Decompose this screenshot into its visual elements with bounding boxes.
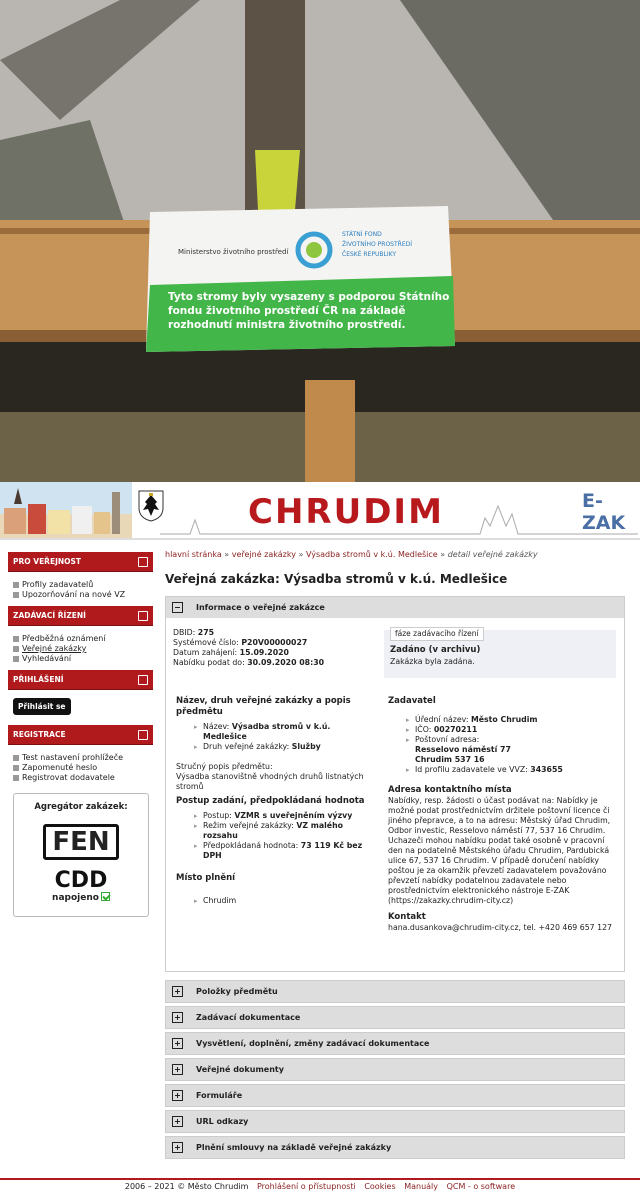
sidebar-login-header xyxy=(8,670,153,690)
sysnum-value: P20V00000027 xyxy=(241,638,308,647)
accordion-clarifications[interactable] xyxy=(165,1032,625,1055)
contact-address-text: Nabídky, resp. žádosti o účast podávat na: Nabídky je možné podat prostřednictvím držitele poštovní licence či jiného přepravce, a to na adresu: Městský úřad Chrudim, Odbor investic, Resselovo náměstí 77, 537 16 Chrudim. Uchazeči mohou nabídku podat také osobně v pracovní den na podatelně Městského úřadu Chrudim, Pardubická ulice 67, 537 16 Chrudim. V případě doručení nabídky poštou je za okamžik převzetí zadavatelem považováno převzetí nabídky podatelnou zadavatele nebo prostřednictvím elektronického nástroje E-ZAK (https://zakazky.chrudim-city.cz) xyxy=(388,796,611,905)
deadline-value: 30.09.2020 08:30 xyxy=(247,658,325,667)
list-item xyxy=(203,722,376,742)
profile-id-value: 343655 xyxy=(530,765,563,774)
contact-title: Kontakt xyxy=(388,912,426,922)
accordion-header[interactable] xyxy=(166,1059,624,1080)
name-label: Název: xyxy=(203,722,230,731)
expand-icon[interactable] xyxy=(172,986,183,997)
page-title: Veřejná zakázka: Výsadba stromů v k.ú. Medlešice xyxy=(165,572,508,586)
accordion-contract-fulfilment[interactable] xyxy=(165,1136,625,1159)
ico-label: IČO: xyxy=(415,725,432,734)
sidebar-item-label[interactable]: Předběžná oznámení xyxy=(22,634,106,643)
list-item xyxy=(415,715,616,725)
phase-description: Zakázka byla zadána. xyxy=(390,657,475,666)
postal-label: Poštovní adresa: xyxy=(415,735,480,744)
breadcrumb xyxy=(165,548,625,562)
accordion-label: Vysvětlení, doplnění, změny zadávací dokumentace xyxy=(196,1039,430,1048)
info-panel-header[interactable] xyxy=(166,597,624,618)
sidebar-item-preliminary[interactable] xyxy=(13,634,153,644)
public-section-icon xyxy=(138,557,148,567)
footer-accessibility-link[interactable]: Prohlášení o přístupnosti xyxy=(256,1182,356,1191)
cdd-logo[interactable]: CDD xyxy=(54,868,108,893)
accordion-header[interactable] xyxy=(166,1007,624,1028)
town-illustration xyxy=(0,482,132,538)
place-section-title: Místo plnění xyxy=(176,873,236,883)
fen-logo-text: FEN xyxy=(52,827,110,857)
accordion-header[interactable] xyxy=(166,1137,624,1158)
ezak-logo[interactable]: E-ZAK xyxy=(582,490,626,534)
procedure-value: VZMR s uveřejněním výzvy xyxy=(234,811,353,820)
footer-cookies-link[interactable]: Cookies xyxy=(364,1182,396,1191)
sidebar xyxy=(8,552,153,917)
sidebar-registration-list xyxy=(8,745,153,789)
name-list xyxy=(176,722,376,752)
left-column xyxy=(176,696,376,906)
sidebar-item-label[interactable]: Profily zadavatelů xyxy=(22,580,94,589)
footer-qcm-link[interactable]: QCM - o software xyxy=(446,1182,516,1191)
expand-icon[interactable] xyxy=(172,1142,183,1153)
breadcrumb-sep: » xyxy=(440,550,446,559)
right-column xyxy=(388,696,616,933)
place-list xyxy=(176,896,376,906)
accordion-label: Položky předmětu xyxy=(196,987,278,996)
postal-line-1: Resselovo náměstí 77 xyxy=(415,745,511,754)
aggregator-box xyxy=(13,793,149,917)
sidebar-item-register-supplier[interactable] xyxy=(13,773,153,783)
contracting-section-title: Zadavatel xyxy=(388,696,436,706)
accordion-header[interactable] xyxy=(166,1033,624,1054)
info-panel-body xyxy=(166,618,624,971)
list-item xyxy=(203,841,376,861)
sidebar-item-label[interactable]: Test nastavení prohlížeče xyxy=(22,753,124,762)
contact-address-title: Adresa kontaktního místa xyxy=(388,785,512,795)
info-panel-title: Informace o veřejné zakázce xyxy=(196,603,325,612)
cdd-connected-label: napojeno xyxy=(52,893,99,903)
accordion-label: Veřejné dokumenty xyxy=(196,1065,284,1074)
accordion-label: URL odkazy xyxy=(196,1117,249,1126)
type-label: Druh veřejné zakázky: xyxy=(203,742,290,751)
dbid-value: 275 xyxy=(197,628,215,637)
sidebar-item-tenders[interactable] xyxy=(13,644,153,654)
collapse-icon[interactable] xyxy=(172,602,183,613)
name-section-title: Název, druh veřejné zakázky a popis předmětu xyxy=(176,696,351,717)
expand-icon[interactable] xyxy=(172,1116,183,1127)
sidebar-public-header xyxy=(8,552,153,572)
tender-meta xyxy=(173,628,324,668)
list-item xyxy=(415,725,616,735)
value-label: Předpokládaná hodnota: xyxy=(203,841,299,850)
login-button[interactable]: Přihlásit se xyxy=(13,698,71,715)
ico-value: 00270211 xyxy=(433,725,478,734)
sidebar-public-title: PRO VEŘEJNOST xyxy=(13,557,82,566)
list-item xyxy=(415,765,616,775)
sidebar-item-label[interactable]: Veřejné zakázky xyxy=(22,644,87,653)
name-value: Výsadba stromů v k.ú. Medlešice xyxy=(203,722,331,741)
accordion-header[interactable] xyxy=(166,1111,624,1132)
fen-logo[interactable] xyxy=(43,824,118,860)
expand-icon[interactable] xyxy=(172,1090,183,1101)
list-item xyxy=(203,742,376,752)
sidebar-login-title: PŘIHLÁŠENÍ xyxy=(13,675,64,684)
accordion-header[interactable] xyxy=(166,981,624,1002)
type-value: Služby xyxy=(291,742,321,751)
tree-sign-photo xyxy=(0,0,640,482)
sidebar-procurement-list xyxy=(8,626,153,670)
regime-label: Režim veřejné zakázky: xyxy=(203,821,294,830)
expand-icon[interactable] xyxy=(172,1038,183,1049)
procedure-section-title: Postup zadání, předpokládaná hodnota xyxy=(176,796,365,806)
sidebar-item-forgotten-password[interactable] xyxy=(13,763,153,773)
accordion-label: Zadávací dokumentace xyxy=(196,1013,301,1022)
accordion xyxy=(165,980,625,1159)
accordion-label: Formuláře xyxy=(196,1091,243,1100)
lock-icon xyxy=(138,675,148,685)
footer xyxy=(0,1178,640,1194)
sidebar-item-notifications[interactable] xyxy=(13,590,153,600)
accordion-url-links[interactable] xyxy=(165,1110,625,1133)
phase-box xyxy=(384,630,616,678)
footer-manuals-link[interactable]: Manuály xyxy=(404,1182,439,1191)
breadcrumb-home[interactable]: hlavní stránka xyxy=(165,550,222,559)
procedure-label: Postup: xyxy=(203,811,232,820)
aggregator-title: Agregátor zakázek: xyxy=(34,802,128,812)
sidebar-procurement-title: ZADÁVACÍ ŘÍZENÍ xyxy=(13,611,86,620)
accordion-public-documents[interactable] xyxy=(165,1058,625,1081)
accordion-header[interactable] xyxy=(166,1085,624,1106)
accordion-label: Plnění smlouvy na základě veřejné zakázky xyxy=(196,1143,392,1152)
breadcrumb-current: detail veřejné zakázky xyxy=(447,550,538,559)
profile-id-label: Id profilu zadavatele ve VVZ: xyxy=(415,765,528,774)
main-content xyxy=(165,548,625,1162)
sidebar-item-profiles[interactable] xyxy=(13,580,153,590)
breadcrumb-tenders[interactable]: veřejné zakázky xyxy=(231,550,296,559)
sidebar-registration-title: REGISTRACE xyxy=(13,730,66,739)
expand-icon[interactable] xyxy=(172,1064,183,1075)
sign-right-org-3: ČESKÉ REPUBLIKY xyxy=(342,251,397,258)
regime-value: VZ malého rozsahu xyxy=(203,821,343,840)
dbid-label: DBID: xyxy=(173,628,196,637)
sidebar-item-label[interactable]: Vyhledávání xyxy=(22,654,72,663)
sign-text-2: fondu životního prostředí ČR na základě xyxy=(168,305,406,317)
procurement-section-icon xyxy=(138,611,148,621)
contact-text: hana.dusankova@chrudim-city.cz, tel. +420 469 657 127 xyxy=(388,923,612,932)
sign-right-org-2: ŽIVOTNÍHO PROSTŘEDÍ xyxy=(342,241,412,248)
sidebar-item-search[interactable] xyxy=(13,654,153,664)
official-name-value: Město Chrudim xyxy=(470,715,538,724)
breadcrumb-tender[interactable]: Výsadba stromů v k.ú. Medlešice xyxy=(305,550,438,559)
postal-line-2: Chrudim 537 16 xyxy=(415,755,485,764)
sign-text-1: Tyto stromy byly vysazeny s podporou Státního xyxy=(168,291,450,303)
accordion-documentation[interactable] xyxy=(165,1006,625,1029)
start-value: 15.09.2020 xyxy=(239,648,289,657)
contracting-list xyxy=(388,715,616,775)
header-photo xyxy=(0,0,640,482)
list-item xyxy=(203,811,376,821)
procedure-list xyxy=(176,811,376,861)
sidebar-registration-header xyxy=(8,725,153,745)
start-label: Datum zahájení: xyxy=(173,648,238,657)
sign-text-3: rozhodnutí ministra životního prostředí. xyxy=(168,319,406,331)
expand-icon[interactable] xyxy=(172,1012,183,1023)
sign-right-org-1: STÁTNÍ FOND xyxy=(342,231,382,238)
deadline-label: Nabídku podat do: xyxy=(173,658,245,667)
site-title: CHRUDIM xyxy=(248,492,444,532)
sidebar-procurement-header xyxy=(8,606,153,626)
list-item xyxy=(203,896,376,906)
site-banner xyxy=(0,482,640,540)
list-item xyxy=(415,735,616,765)
place-value: Chrudim xyxy=(203,896,237,905)
sidebar-item-browser-test[interactable] xyxy=(13,753,153,763)
footer-copyright: 2006 – 2021 © Město Chrudim xyxy=(124,1182,249,1191)
short-desc: Výsadba stanovištně vhodných druhů listnatých stromů xyxy=(176,772,364,791)
list-item xyxy=(203,821,376,841)
registration-icon xyxy=(138,730,148,740)
value-value: 73 119 Kč bez DPH xyxy=(203,841,363,860)
sidebar-public-list xyxy=(8,572,153,606)
info-panel xyxy=(165,596,625,972)
accordion-items[interactable] xyxy=(165,980,625,1003)
sign-left-org: Ministerstvo životního prostředí xyxy=(178,248,289,256)
checkmark-icon xyxy=(101,892,110,901)
sidebar-item-label[interactable]: Zapomenuté heslo xyxy=(22,763,98,772)
official-name-label: Úřední název: xyxy=(415,715,469,724)
accordion-forms[interactable] xyxy=(165,1084,625,1107)
breadcrumb-sep: » xyxy=(224,550,230,559)
sidebar-item-label[interactable]: Upozorňování na nové VZ xyxy=(22,590,126,599)
short-desc-label: Stručný popis předmětu: xyxy=(176,762,273,771)
cdd-connected xyxy=(14,892,148,903)
breadcrumb-sep: » xyxy=(298,550,304,559)
sysnum-label: Systémové číslo: xyxy=(173,638,239,647)
phase-value: Zadáno (v archivu) xyxy=(390,645,481,655)
sidebar-item-label[interactable]: Registrovat dodavatele xyxy=(22,773,115,782)
phase-tab[interactable]: fáze zadávacího řízení xyxy=(390,627,484,641)
